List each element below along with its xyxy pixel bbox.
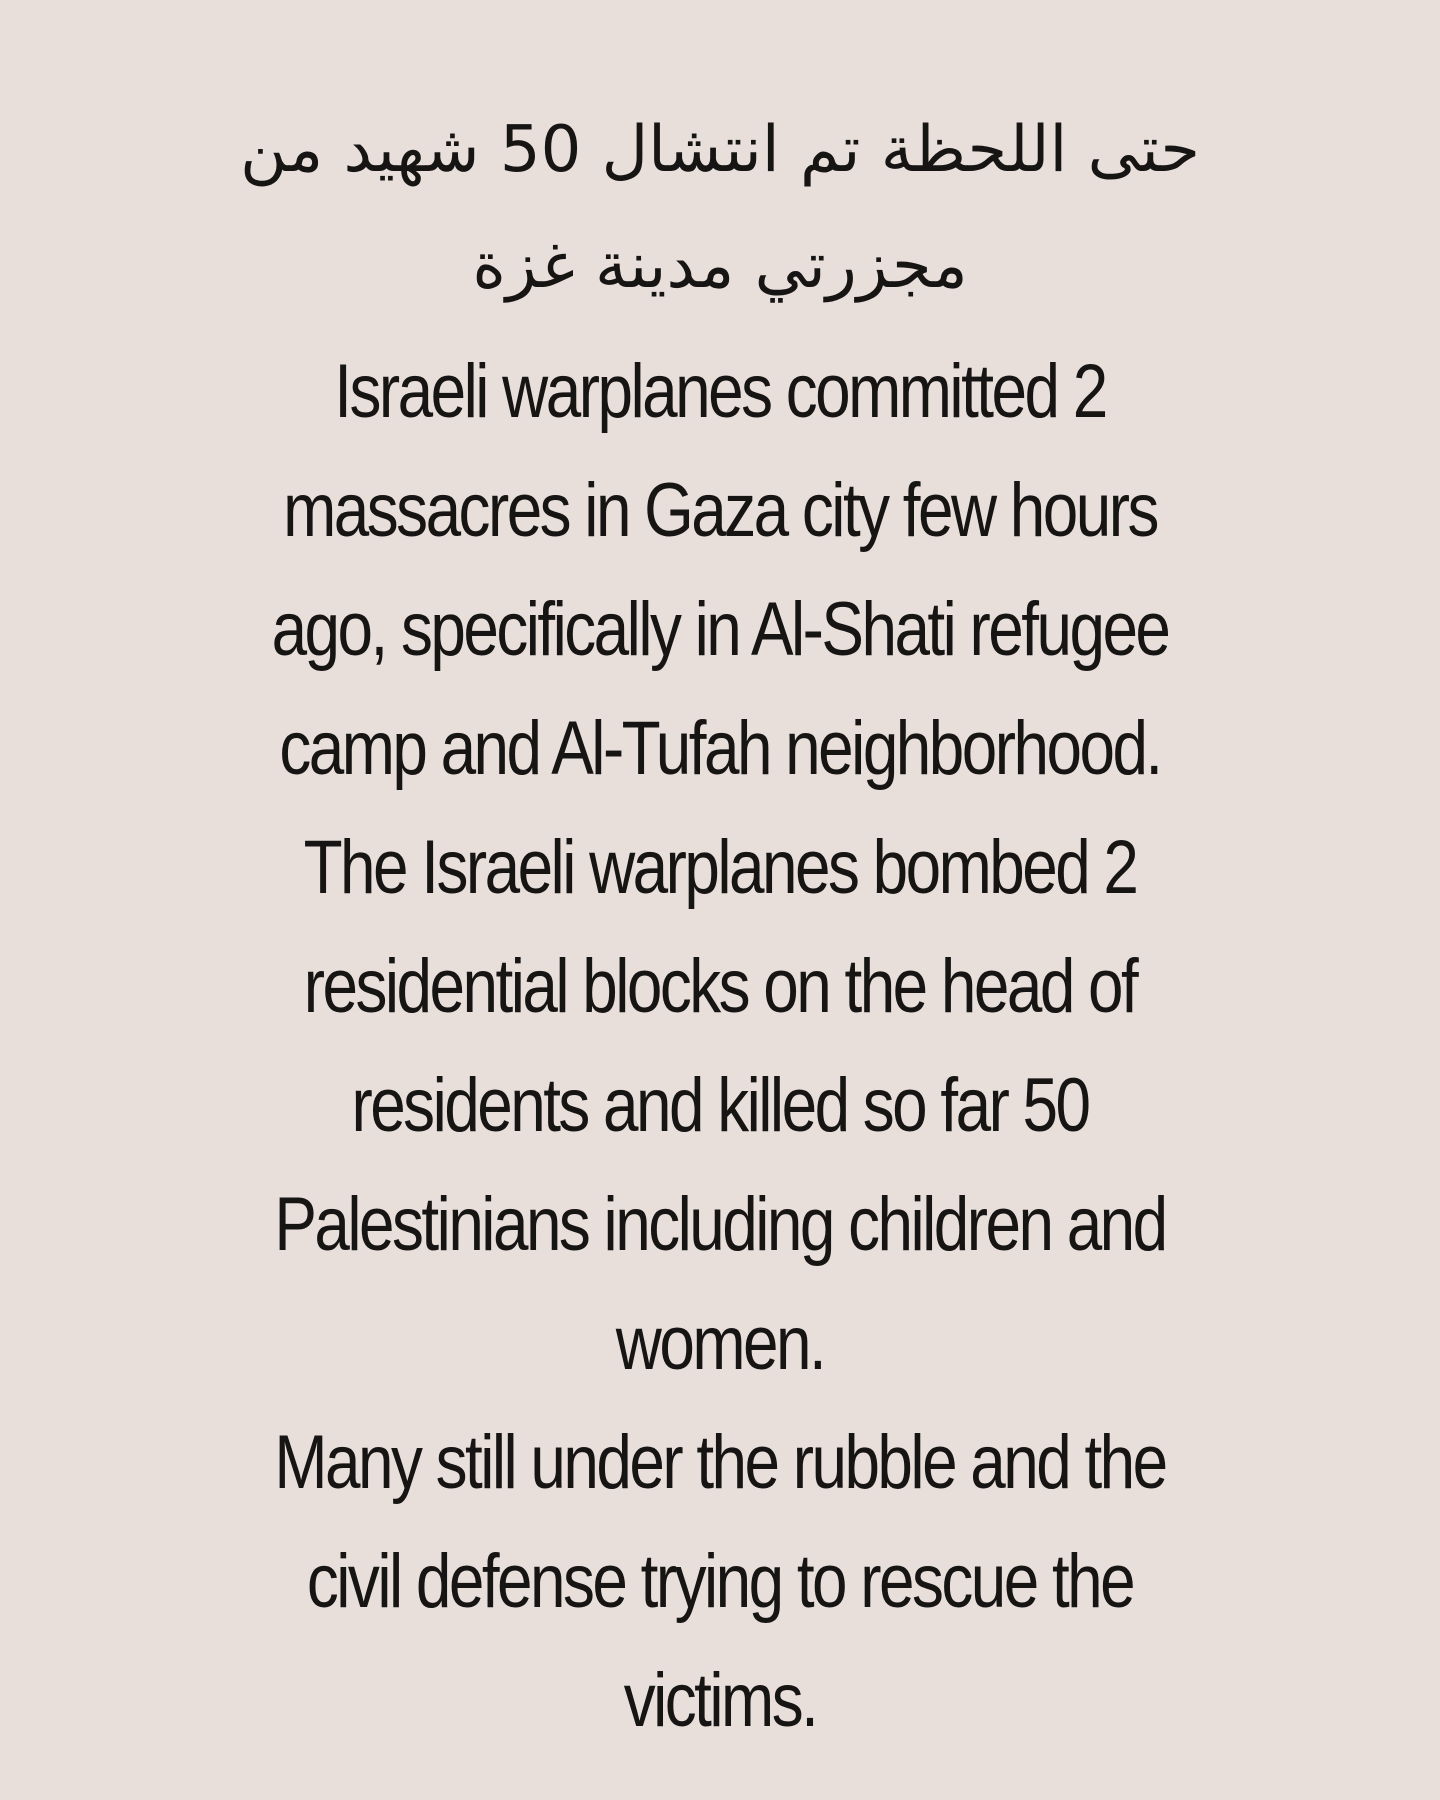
english-line-10: Many still under the rubble and the (274, 1420, 1166, 1505)
english-line-4: camp and Al-Tufah neighborhood. (279, 706, 1161, 791)
english-line-11: civil defense trying to rescue the (306, 1539, 1134, 1624)
english-line-8: Palestinians including children and (274, 1182, 1166, 1267)
arabic-heading-line-1: حتى اللحظة تم انتشال 50 شهيد من (240, 113, 1200, 187)
english-line-6: residential blocks on the head of (303, 944, 1137, 1029)
arabic-heading (120, 92, 1320, 324)
english-line-3: ago, specifically in Al-Shati refugee (271, 587, 1169, 672)
english-line-9: women. (615, 1301, 825, 1386)
english-paragraph (216, 332, 1224, 1760)
english-line-7: residents and killed so far 50 (351, 1063, 1089, 1148)
english-line-12: victims. (623, 1658, 817, 1743)
english-line-5: The Israeli warplanes bombed 2 (303, 825, 1137, 910)
arabic-heading-line-2: مجزرتي مدينة غزة (472, 229, 968, 303)
english-line-1: Israeli warplanes committed 2 (334, 349, 1106, 434)
english-line-2: massacres in Gaza city few hours (283, 468, 1157, 553)
